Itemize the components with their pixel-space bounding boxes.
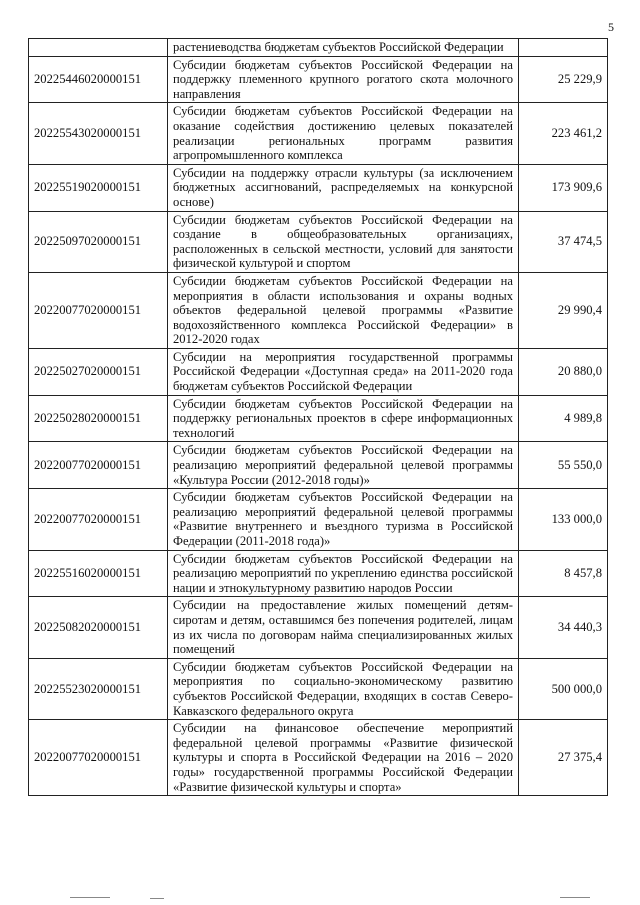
table-row — [29, 658, 608, 719]
budget-code-cell: 20225028020000151 — [29, 395, 168, 442]
description-cell: Субсидии на поддержку отрасли культуры (за исключением бюджетных ассигнований, распределяемых на конкурсной основе) — [168, 164, 519, 211]
amount-cell: 34 440,3 — [519, 597, 608, 658]
page-number: 5 — [608, 20, 614, 34]
table-row — [29, 56, 608, 103]
amount-cell: 25 229,9 — [519, 56, 608, 103]
budget-code-cell: 20225027020000151 — [29, 348, 168, 395]
table-row — [29, 395, 608, 442]
amount-cell: 500 000,0 — [519, 658, 608, 719]
table-row — [29, 164, 608, 211]
table-body — [29, 39, 608, 796]
amount-cell: 133 000,0 — [519, 489, 608, 550]
amount-cell: 27 375,4 — [519, 720, 608, 796]
scan-artifact — [560, 897, 590, 898]
amount-cell: 4 989,8 — [519, 395, 608, 442]
description-cell: Субсидии на финансовое обеспечение мероприятий федеральной целевой программы «Развитие физической культуры и спорта в Российской Федерации на 2016 – 2020 годы» государственной программы Российской Федерации «Развитие физической культуры и спорта» — [168, 720, 519, 796]
table-row — [29, 39, 608, 57]
amount-cell: 173 909,6 — [519, 164, 608, 211]
table-row — [29, 211, 608, 272]
amount-cell: 37 474,5 — [519, 211, 608, 272]
budget-code-cell: 20225446020000151 — [29, 56, 168, 103]
description-cell: Субсидии бюджетам субъектов Российской Федерации на мероприятия по социально-экономическому развитию субъектов Российской Федерации, входящих в состав Северо-Кавказского федерального округа — [168, 658, 519, 719]
table-row — [29, 597, 608, 658]
description-cell: Субсидии бюджетам субъектов Российской Федерации на создание в общеобразовательных организациях, расположенных в сельской местности, условий для занятости физической культурой и спортом — [168, 211, 519, 272]
amount-cell: 8 457,8 — [519, 550, 608, 597]
budget-code-cell: 20225543020000151 — [29, 103, 168, 164]
budget-code-cell: 20225519020000151 — [29, 164, 168, 211]
amount-cell: 20 880,0 — [519, 348, 608, 395]
amount-cell: 55 550,0 — [519, 442, 608, 489]
amount-cell: 223 461,2 — [519, 103, 608, 164]
description-cell: Субсидии бюджетам субъектов Российской Федерации на оказание содействия достижению целевых показателей реализации региональных программ развития агропромышленного комплекса — [168, 103, 519, 164]
table-row — [29, 272, 608, 348]
amount-cell — [519, 39, 608, 57]
description-cell: Субсидии бюджетам субъектов Российской Федерации на реализацию мероприятий федеральной целевой программы «Культура России (2012-2018 годы)» — [168, 442, 519, 489]
description-cell: Субсидии бюджетам субъектов Российской Федерации на поддержку региональных проектов в сфере информационных технологий — [168, 395, 519, 442]
description-cell: Субсидии на предоставление жилых помещений детям-сиротам и детям, оставшимся без попечения родителей, лицам из их числа по договорам найма специализированных жилых помещений — [168, 597, 519, 658]
table-row — [29, 489, 608, 550]
budget-code-cell: 20225516020000151 — [29, 550, 168, 597]
budget-code-cell: 20220077020000151 — [29, 489, 168, 550]
scan-artifact — [70, 897, 110, 898]
amount-cell: 29 990,4 — [519, 272, 608, 348]
budget-code-cell: 20225523020000151 — [29, 658, 168, 719]
budget-code-cell: 20220077020000151 — [29, 272, 168, 348]
description-cell: Субсидии бюджетам субъектов Российской Федерации на реализацию мероприятий по укреплению единства российской нации и этнокультурному развитию народов России — [168, 550, 519, 597]
description-cell: Субсидии бюджетам субъектов Российской Федерации на мероприятия в области использования и охраны водных объектов федеральной целевой программы «Развитие водохозяйственного комплекса Российской Федерации» в 2012-2020 годах — [168, 272, 519, 348]
table-row — [29, 550, 608, 597]
budget-code-cell: 20225097020000151 — [29, 211, 168, 272]
table-row — [29, 348, 608, 395]
description-cell: Субсидии бюджетам субъектов Российской Федерации на поддержку племенного крупного рогатого скота молочного направления — [168, 56, 519, 103]
budget-code-cell — [29, 39, 168, 57]
budget-code-cell: 20220077020000151 — [29, 720, 168, 796]
budget-subsidies-table — [28, 38, 608, 796]
table-row — [29, 720, 608, 796]
budget-code-cell: 20220077020000151 — [29, 442, 168, 489]
scan-artifact — [150, 898, 164, 899]
table-row — [29, 103, 608, 164]
description-cell: Субсидии бюджетам субъектов Российской Федерации на реализацию мероприятий федеральной целевой программы «Развитие внутреннего и въездного туризма в Российской Федерации (2011-2018 года)» — [168, 489, 519, 550]
description-cell: Субсидии на мероприятия государственной программы Российской Федерации «Доступная среда» на 2011-2020 года бюджетам субъектов Российской Федерации — [168, 348, 519, 395]
budget-code-cell: 20225082020000151 — [29, 597, 168, 658]
description-cell: растениеводства бюджетам субъектов Российской Федерации — [168, 39, 519, 57]
table-row — [29, 442, 608, 489]
